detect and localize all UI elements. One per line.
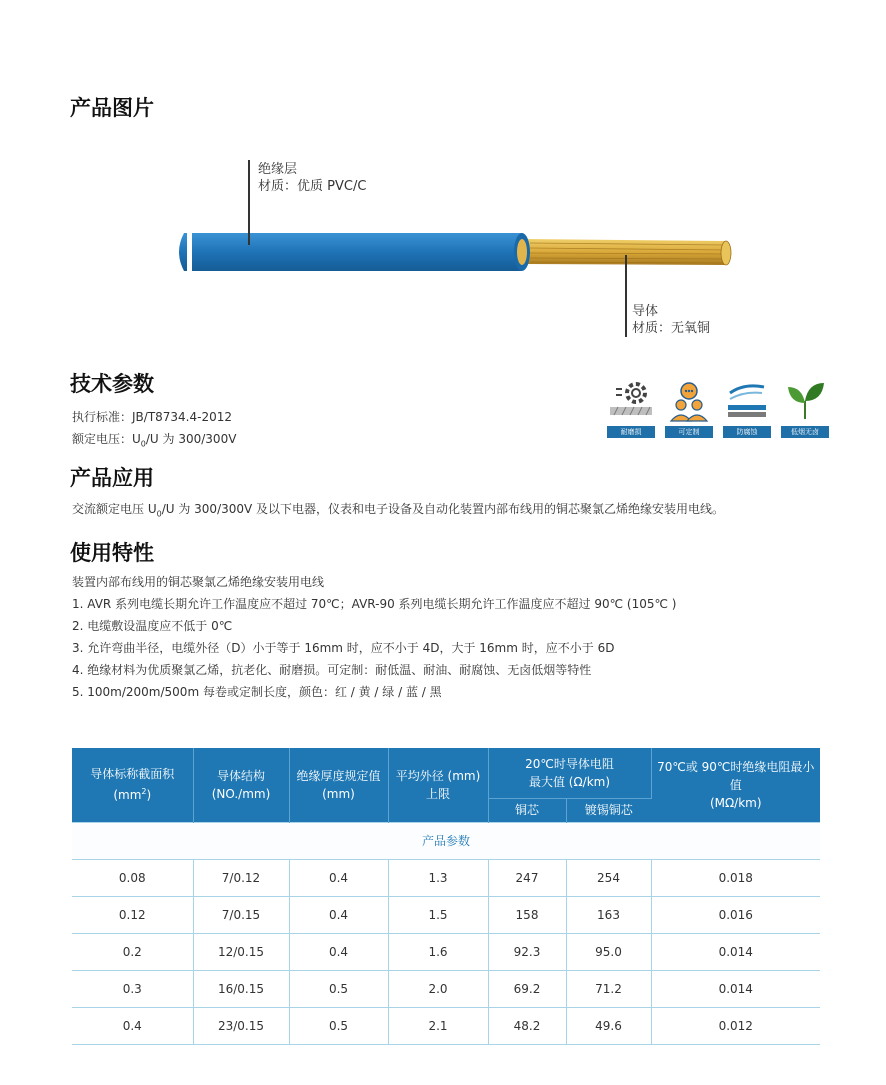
cell-area: 0.4	[72, 1007, 193, 1044]
section-title-application: 产品应用	[70, 466, 154, 490]
cell-copper: 158	[488, 896, 566, 933]
table-row	[72, 933, 820, 970]
cell-area: 0.2	[72, 933, 193, 970]
cable-illustration	[170, 225, 740, 280]
feature-line-2: 2. 电缆敷设温度应不低于 0℃	[72, 619, 233, 633]
people-icon	[664, 378, 714, 424]
voltage-text: 额定电压：$U_0/U$ 为 300/300V	[72, 432, 237, 449]
feature-icons	[606, 378, 830, 439]
cell-structure: 23/0.15	[193, 1007, 289, 1044]
section-title-product-image: 产品图片	[70, 96, 154, 120]
parameters-table	[72, 748, 820, 1045]
conductor-title: 导体	[632, 304, 659, 319]
feature-line-4: 4. 绝缘材料为优质聚氯乙烯，抗老化、耐磨损。可定制：耐低温、耐油、耐腐蚀、无卤低烟等特性	[72, 663, 592, 677]
shield-icon	[722, 378, 772, 424]
table-title-row	[72, 822, 820, 859]
application-text: 交流额定电压 $U_0/U$ 为 300/300V 及以下电器，仪表和电子设备及自动化装置内部布线用的铜芯聚氯乙烯绝缘安装用电线。	[72, 502, 725, 519]
feature-wear	[606, 378, 656, 439]
conductor-material: 材质：无氧铜	[632, 321, 711, 336]
section-title-tech-params: 技术参数	[70, 372, 154, 396]
cell-insulation: 0.4	[289, 896, 388, 933]
conductor-callout	[632, 303, 710, 337]
cell-insulation: 0.4	[289, 933, 388, 970]
cell-structure: 16/0.15	[193, 970, 289, 1007]
feature-line-intro: 装置内部布线用的铜芯聚氯乙烯绝缘安装用电线	[72, 575, 325, 589]
cell-copper: 92.3	[488, 933, 566, 970]
cell-insulation: 0.5	[289, 970, 388, 1007]
cell-insulation: 0.5	[289, 1007, 388, 1044]
leaf-icon	[780, 378, 830, 424]
cell-tinned: 95.0	[566, 933, 651, 970]
insulation-callout-line	[248, 160, 250, 245]
header-resistance: 20℃时导体电阻 最大值 (Ω/km)	[488, 748, 651, 798]
cell-diameter: 2.0	[388, 970, 488, 1007]
feature-line-5: 5. 100m/200m/500m 每卷或定制长度，颜色：红 / 黄 / 绿 / 蓝 / 黑	[72, 685, 442, 699]
feature-lszh	[780, 378, 830, 439]
header-insulation: 绝缘厚度规定值 (mm)	[289, 748, 388, 822]
cell-structure: 7/0.12	[193, 859, 289, 896]
header-tinned: 镀锡铜芯	[566, 798, 651, 822]
feature-corrosion-label: 防腐蚀	[723, 426, 771, 438]
cell-structure: 7/0.15	[193, 896, 289, 933]
feature-line-1: 1. AVR 系列电缆长期允许工作温度应不超过 70℃；AVR-90 系列电缆长期允许工作温度应不超过 90℃ (105℃ )	[72, 597, 677, 611]
cell-area: 0.08	[72, 859, 193, 896]
table-row	[72, 859, 820, 896]
feature-wear-label: 耐磨损	[607, 426, 655, 438]
feature-lszh-label: 低烟无卤	[781, 426, 829, 438]
cell-tinned: 49.6	[566, 1007, 651, 1044]
cell-insulation: 0.4	[289, 859, 388, 896]
header-diameter: 平均外径 (mm) 上限	[388, 748, 488, 822]
cell-insulation-resistance: 0.014	[651, 933, 820, 970]
cell-tinned: 71.2	[566, 970, 651, 1007]
insulation-title: 绝缘层	[258, 162, 298, 177]
insulation-callout	[258, 161, 366, 195]
header-area: 导体标称截面积 $(mm^2)$	[72, 748, 193, 822]
cell-insulation-resistance: 0.018	[651, 859, 820, 896]
gear-icon	[606, 378, 656, 424]
cell-diameter: 1.3	[388, 859, 488, 896]
cell-diameter: 2.1	[388, 1007, 488, 1044]
feature-corrosion	[722, 378, 772, 439]
cell-diameter: 1.6	[388, 933, 488, 970]
cell-insulation-resistance: 0.016	[651, 896, 820, 933]
table-row	[72, 896, 820, 933]
table-title: 产品参数	[72, 822, 820, 859]
header-copper: 铜芯	[488, 798, 566, 822]
cell-copper: 247	[488, 859, 566, 896]
conductor-callout-line	[625, 255, 627, 337]
table-row	[72, 1007, 820, 1044]
header-structure: 导体结构 (NO./mm)	[193, 748, 289, 822]
feature-custom-label: 可定制	[665, 426, 713, 438]
insulation-material: 材质：优质 PVC/C	[258, 179, 367, 194]
cell-structure: 12/0.15	[193, 933, 289, 970]
cell-tinned: 163	[566, 896, 651, 933]
cell-area: 0.12	[72, 896, 193, 933]
cell-copper: 69.2	[488, 970, 566, 1007]
header-insulation-resistance: 70℃或 90℃时绝缘电阻最小值 (MΩ/km)	[651, 748, 820, 822]
feature-custom	[664, 378, 714, 439]
cell-diameter: 1.5	[388, 896, 488, 933]
feature-line-3: 3. 允许弯曲半径，电缆外径（D）小于等于 16mm 时，应不小于 4D，大于 16mm 时，应不小于 6D	[72, 641, 615, 655]
section-title-features: 使用特性	[70, 541, 154, 565]
cell-tinned: 254	[566, 859, 651, 896]
standard-text: 执行标准：JB/T8734.4-2012	[72, 410, 233, 424]
cell-copper: 48.2	[488, 1007, 566, 1044]
cell-insulation-resistance: 0.014	[651, 970, 820, 1007]
cell-area: 0.3	[72, 970, 193, 1007]
table-row	[72, 970, 820, 1007]
cell-insulation-resistance: 0.012	[651, 1007, 820, 1044]
